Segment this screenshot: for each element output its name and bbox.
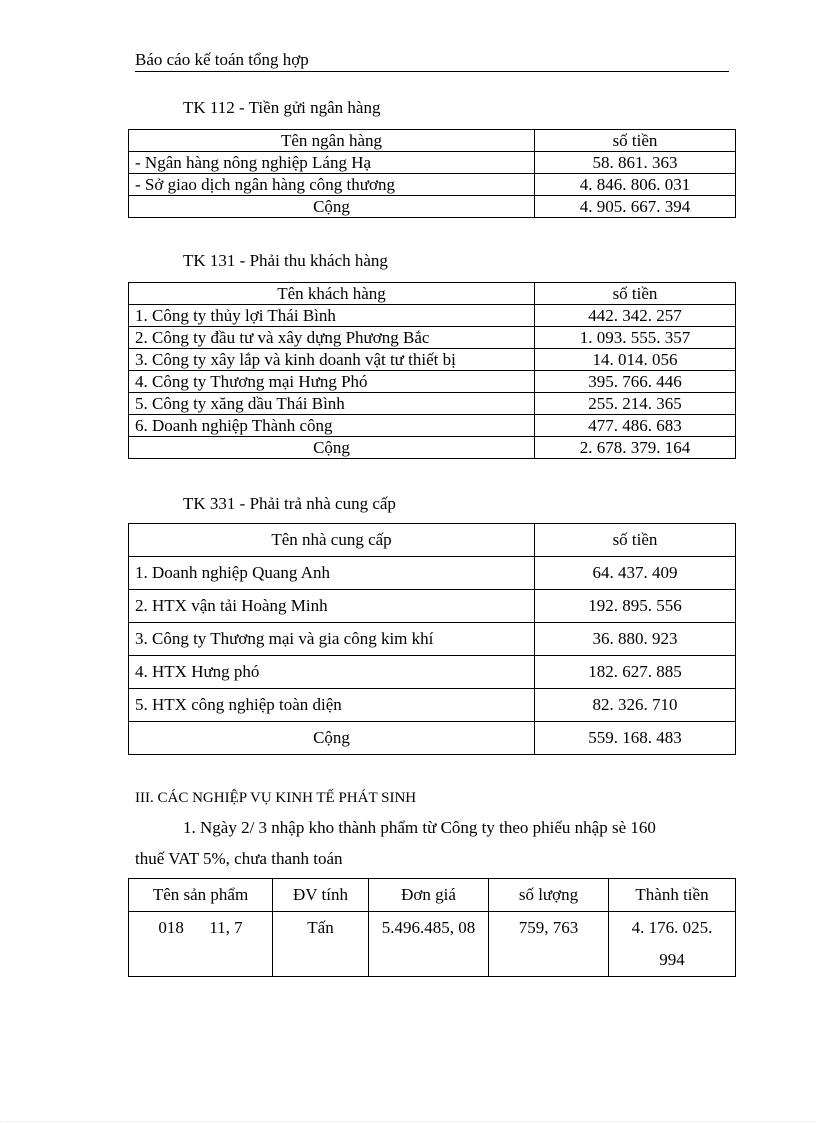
supplier-name: 3. Công ty Thương mại và gia công kim khí <box>129 623 535 656</box>
table-header-row <box>129 879 736 912</box>
product-table <box>128 878 736 977</box>
amount: 182. 627. 885 <box>535 656 736 689</box>
amount: 4. 846. 806. 031 <box>535 174 736 196</box>
amount: 1. 093. 555. 357 <box>535 327 736 349</box>
bank-name: - Sở giao dịch ngân hàng công thương <box>129 174 535 196</box>
paragraph-line-2: thuế VAT 5%, chưa thanh toán <box>135 849 343 868</box>
table-row <box>129 327 736 349</box>
col-header-quantity: số lượng <box>489 879 609 912</box>
col-header-amount: số tiền <box>535 524 736 557</box>
bank-name: - Ngân hàng nông nghiệp Láng Hạ <box>129 152 535 174</box>
table-row <box>129 557 736 590</box>
table-header-row <box>129 283 736 305</box>
customer-name: 1. Công ty thủy lợi Thái Bình <box>129 305 535 327</box>
col-header-total: Thành tiền <box>609 879 736 912</box>
amount: 192. 895. 556 <box>535 590 736 623</box>
total-label: Cộng <box>129 437 535 459</box>
tk112-heading: TK 112 - Tiền gửi ngân hàng <box>183 98 381 117</box>
table-row <box>129 393 736 415</box>
table-row <box>129 174 736 196</box>
section-title: III. CÁC NGHIỆP VỤ KINH TẾ PHÁT SINH <box>135 790 417 806</box>
amount: 395. 766. 446 <box>535 371 736 393</box>
tk331-table <box>128 523 736 755</box>
product-name: 018 11, 7 <box>129 912 273 977</box>
customer-name: 4. Công ty Thương mại Hưng Phó <box>129 371 535 393</box>
table-row <box>129 912 736 977</box>
tk131-table <box>128 282 736 459</box>
supplier-name: 4. HTX Hưng phó <box>129 656 535 689</box>
page-header: Báo cáo kế toán tổng hợp <box>135 49 729 72</box>
total-row <box>129 196 736 218</box>
col-header-unit: ĐV tính <box>273 879 369 912</box>
customer-name: 5. Công ty xăng dầu Thái Bình <box>129 393 535 415</box>
total-row <box>129 437 736 459</box>
unit-price: 5.496.485, 08 <box>369 912 489 977</box>
supplier-name: 5. HTX công nghiệp toàn diện <box>129 689 535 722</box>
tk131-heading: TK 131 - Phải thu khách hàng <box>183 251 388 270</box>
amount: 477. 486. 683 <box>535 415 736 437</box>
table-row <box>129 152 736 174</box>
col-header-supplier-name: Tên nhà cung cấp <box>129 524 535 557</box>
amount: 255. 214. 365 <box>535 393 736 415</box>
customer-name: 2. Công ty đầu tư và xây dựng Phương Bắc <box>129 327 535 349</box>
amount: 82. 326. 710 <box>535 689 736 722</box>
col-header-bank-name: Tên ngân hàng <box>129 130 535 152</box>
supplier-name: 1. Doanh nghiệp Quang Anh <box>129 557 535 590</box>
total-amount: 559. 168. 483 <box>535 722 736 755</box>
table-row <box>129 415 736 437</box>
quantity: 759, 763 <box>489 912 609 977</box>
amount: 14. 014. 056 <box>535 349 736 371</box>
total-amount: 4. 905. 667. 394 <box>535 196 736 218</box>
amount: 36. 880. 923 <box>535 623 736 656</box>
table-row <box>129 305 736 327</box>
unit: Tấn <box>273 912 369 977</box>
table-row <box>129 689 736 722</box>
table-row <box>129 623 736 656</box>
col-header-amount: số tiền <box>535 283 736 305</box>
col-header-amount: số tiền <box>535 130 736 152</box>
tk112-table <box>128 129 736 218</box>
amount: 442. 342. 257 <box>535 305 736 327</box>
paragraph-line-1: 1. Ngày 2/ 3 nhập kho thành phẩm từ Công ty theo phiếu nhập sè 160 <box>183 818 656 837</box>
col-header-customer-name: Tên khách hàng <box>129 283 535 305</box>
table-row <box>129 371 736 393</box>
supplier-name: 2. HTX vận tải Hoàng Minh <box>129 590 535 623</box>
col-header-product: Tên sản phẩm <box>129 879 273 912</box>
table-row <box>129 656 736 689</box>
total-label: Cộng <box>129 722 535 755</box>
total-row <box>129 722 736 755</box>
page-bottom-edge <box>0 1121 816 1122</box>
table-row <box>129 349 736 371</box>
amount: 64. 437. 409 <box>535 557 736 590</box>
customer-name: 6. Doanh nghiệp Thành công <box>129 415 535 437</box>
total-label: Cộng <box>129 196 535 218</box>
table-header-row <box>129 524 736 557</box>
amount: 58. 861. 363 <box>535 152 736 174</box>
table-row <box>129 590 736 623</box>
tk331-heading: TK 331 - Phải trả nhà cung cấp <box>183 494 396 513</box>
table-header-row <box>129 130 736 152</box>
total-amount: 2. 678. 379. 164 <box>535 437 736 459</box>
col-header-price: Đơn giá <box>369 879 489 912</box>
customer-name: 3. Công ty xây lắp và kinh doanh vật tư thiết bị <box>129 349 535 371</box>
line-total: 4. 176. 025. 994 <box>609 912 736 977</box>
